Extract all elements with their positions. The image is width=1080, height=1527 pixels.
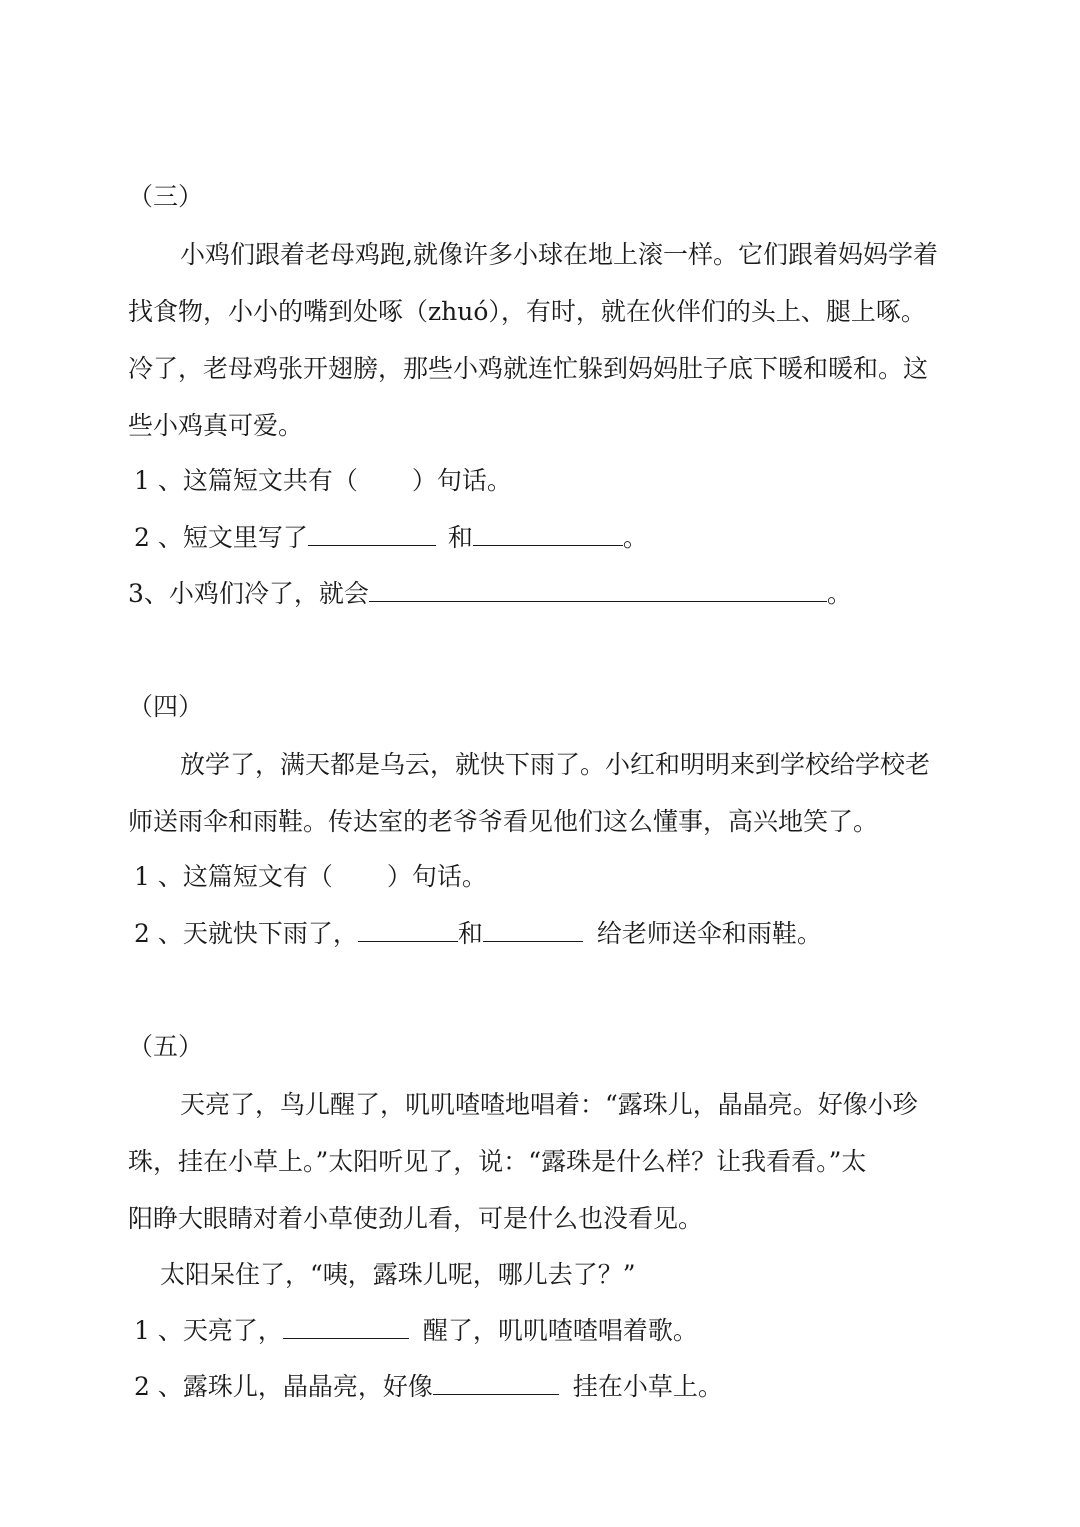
section-4-passage-line-1: 放学了，满天都是乌云，就快下雨了。小红和明明来到学校给学校老: [180, 750, 931, 779]
section-5-question-1: 1 、天亮了， 醒了，叽叽喳喳唱着歌。: [134, 1316, 698, 1345]
section-5-passage-line-3: 阳睁大眼睛对着小草使劲儿看，可是什么也没看见。: [128, 1204, 704, 1233]
section-3-question-1: 1 、这篇短文共有（ ）句话。: [134, 466, 512, 495]
section-5-passage-line-2: 珠，挂在小草上。”太阳听见了，说：“露珠是什么样？让我看看。”太: [128, 1147, 867, 1176]
section-5-question-2: 2 、露珠儿，晶晶亮，好像 挂在小草上。: [134, 1372, 723, 1401]
section-5-passage-line-1: 天亮了，鸟儿醒了，叽叽喳喳地唱着：“露珠儿，晶晶亮。好像小珍: [180, 1090, 918, 1119]
section-4-question-1: 1 、这篇短文有（ ）句话。: [134, 862, 487, 891]
answer-blank[interactable]: [473, 523, 623, 546]
answer-blank[interactable]: [483, 919, 583, 942]
section-3-title: （三）: [128, 182, 204, 211]
section-3-passage-line-4: 些小鸡真可爱。: [128, 411, 304, 440]
section-3-passage-line-2: 找食物，小小的嘴到处啄（zhuó），有时，就在伙伴们的头上、腿上啄。: [128, 297, 926, 326]
section-3-question-2: 2 、短文里写了 和 。: [134, 523, 648, 552]
section-3-question-3: 3、小鸡们冷了，就会 。: [128, 579, 852, 608]
section-4-question-2: 2 、天就快下雨了， 和 给老师送伞和雨鞋。: [134, 919, 822, 948]
section-4-passage-line-2: 师送雨伞和雨鞋。传达室的老爷爷看见他们这么懂事，高兴地笑了。: [128, 807, 879, 836]
section-5-passage-line-4: 太阳呆住了，“咦，露珠儿呢，哪儿去了？”: [160, 1260, 636, 1289]
answer-blank[interactable]: [433, 1372, 559, 1395]
answer-blank[interactable]: [358, 919, 458, 942]
section-3-passage-line-1: 小鸡们跟着老母鸡跑,就像许多小球在地上滚一样。它们跟着妈妈学着: [180, 240, 938, 269]
answer-blank[interactable]: [369, 579, 827, 602]
section-5-title: （五）: [128, 1032, 204, 1061]
section-4-title: （四）: [128, 692, 204, 721]
answer-blank[interactable]: [283, 1316, 409, 1339]
section-3-passage-line-3: 冷了，老母鸡张开翅膀，那些小鸡就连忙躲到妈妈肚子底下暖和暖和。这: [128, 354, 929, 383]
answer-blank[interactable]: [308, 523, 436, 546]
